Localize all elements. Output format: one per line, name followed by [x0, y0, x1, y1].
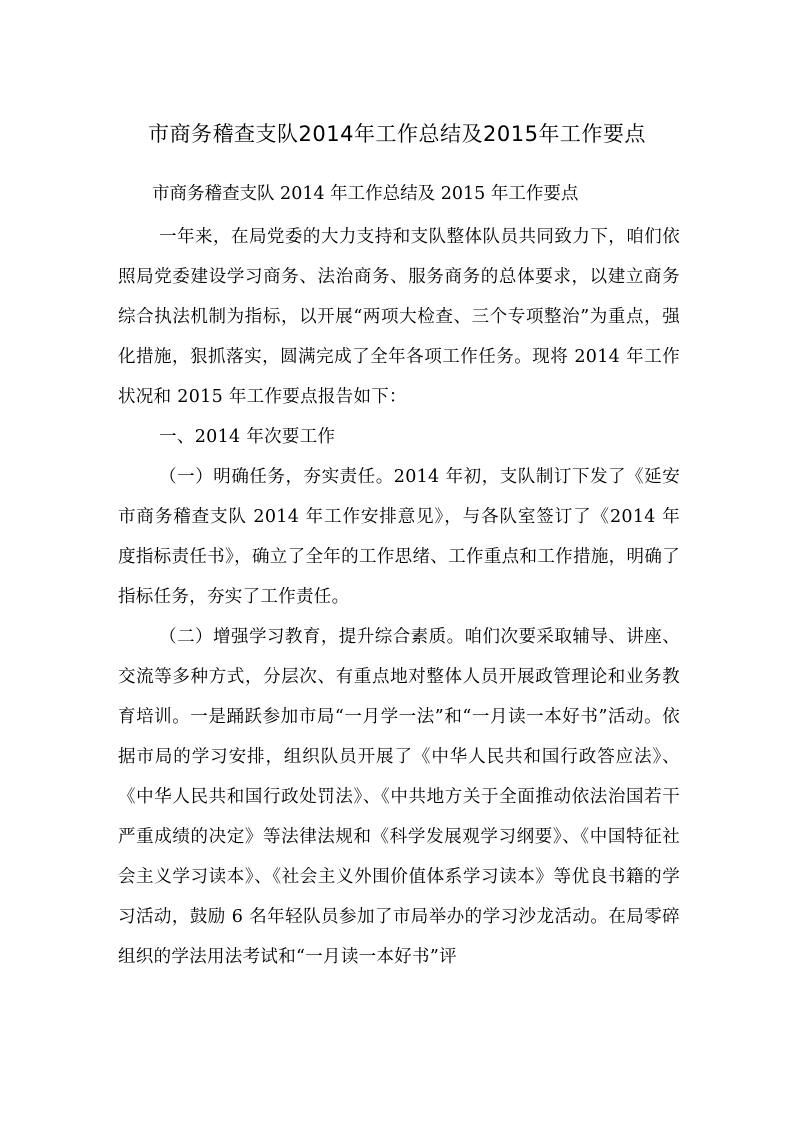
intro-paragraph: 一年来，在局党委的大力支持和支队整体队员共同致力下，咱们依照局党委建设学习商务、法治商务、服务商务的总体要求，以建立商务综合执法机制为指标，以开展“两项大检查、三个专项整治”为重点，强化措施，狠抓落实，圆满完成了全年各项工作任务。现将 2014 年工作状况和 2015 年工作要点报告如下： [118, 227, 680, 407]
section-heading: 一、2014 年次要工作 [159, 427, 336, 447]
document-body [118, 217, 680, 977]
document-title: 市商务稽查支队2014年工作总结及2015年工作要点 [148, 122, 646, 146]
body-paragraph: （二）增强学习教育，提升综合素质。咱们次要采取辅导、讲座、交流等多种方式，分层次、有重点地对整体人员开展政管理论和业务教育培训。一是踊跃参加市局“一月学一法”和“一月读一本好书”活动。依据市局的学习安排，组织队员开展了《中华人民共和国行政答应法》、《中华人民共和国行政处罚法》、《中共地方关于全面推动依法治国若干严重成绩的决定》等法律法规和《科学发展观学习纲要》、《中国特征社会主义学习读本》、《社会主义外围价值体系学习读本》等优良书籍的学习活动，鼓励 6 名年轻队员参加了市局举办的学习沙龙活动。在局零碎组织的学法用法考试和“一月读一本好书”评 [118, 627, 680, 967]
document-subtitle: 市商务稽查支队 2014 年工作总结及 2015 年工作要点 [152, 184, 579, 204]
body-paragraph: （一）明确任务，夯实责任。2014 年初，支队制订下发了《延安市商务稽查支队 2014 年工作安排意见》，与各队室签订了《2014 年度指标责任书》，确立了全年的工作思绪、工作重点和工作措施，明确了指标任务，夯实了工作责任。 [118, 467, 680, 607]
